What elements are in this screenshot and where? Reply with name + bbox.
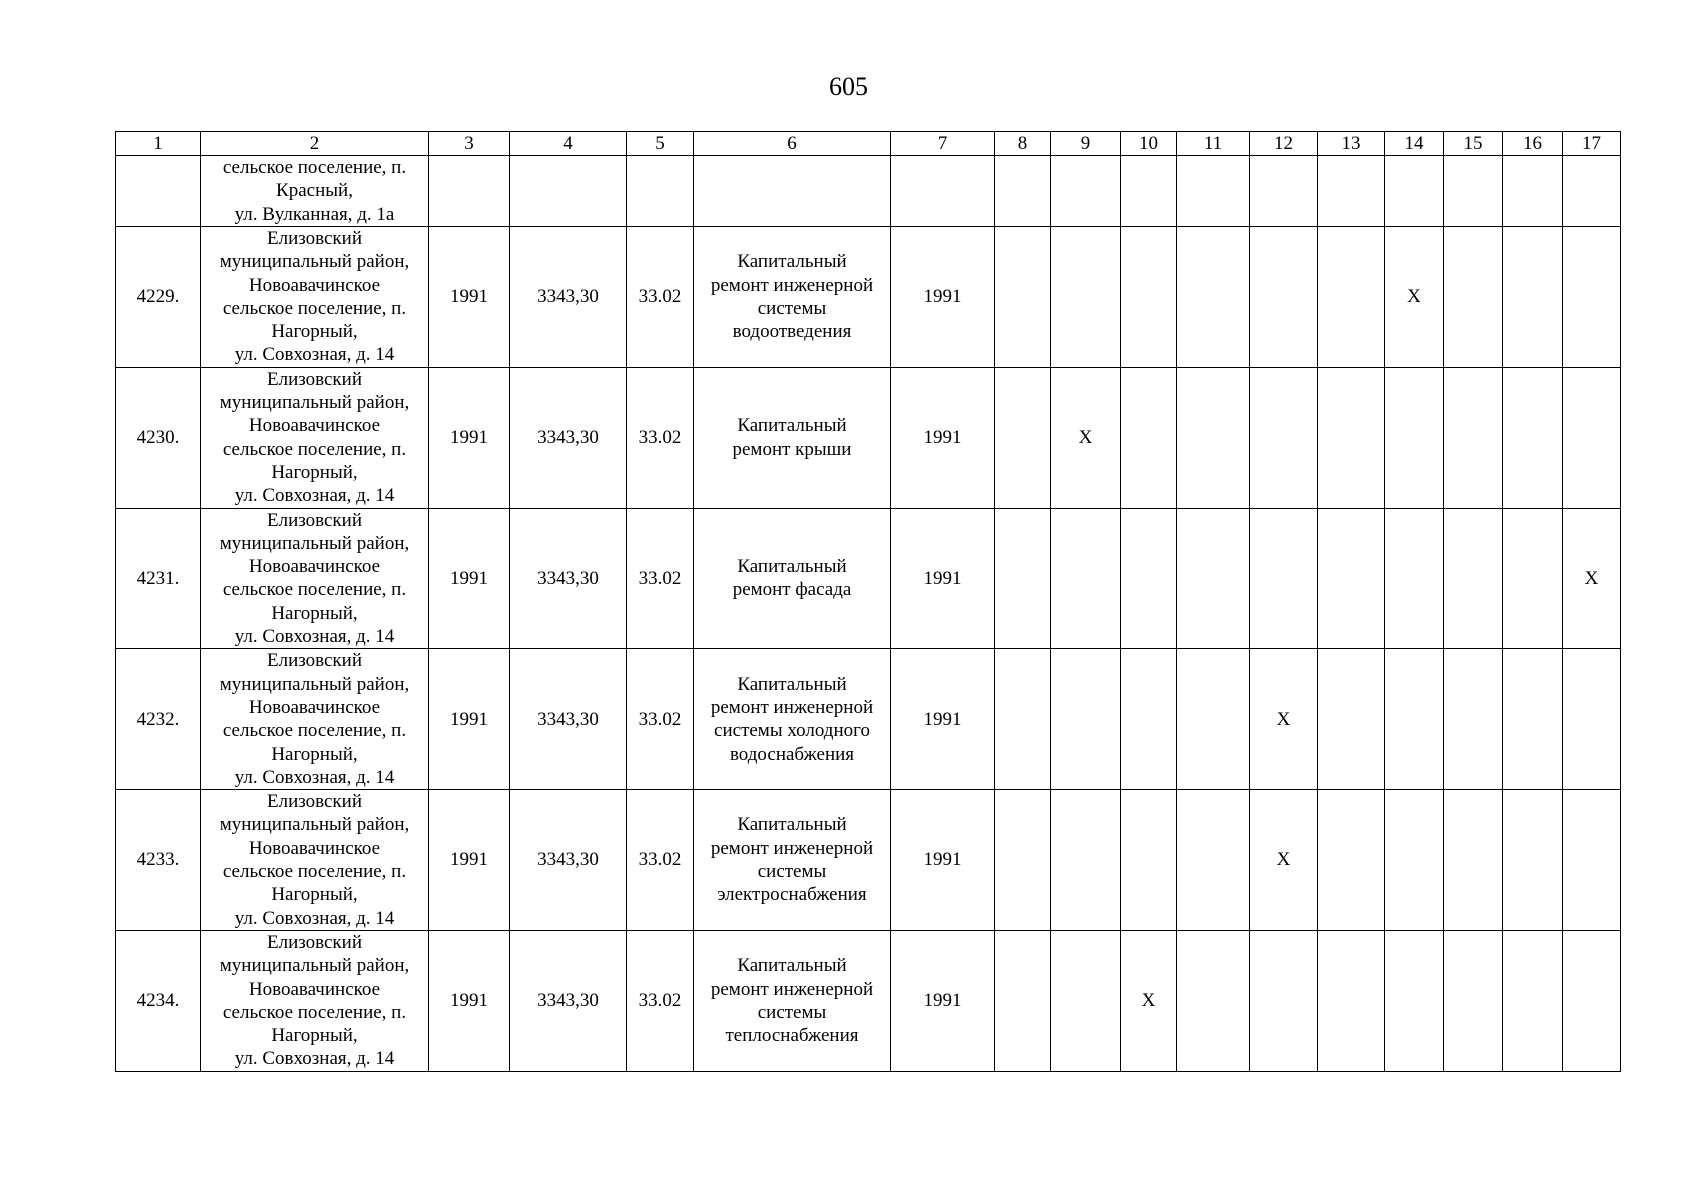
empty-cell — [1318, 156, 1385, 227]
column-header: 15 — [1444, 132, 1503, 156]
column-header: 10 — [1121, 132, 1177, 156]
address-line: Нагорный, — [271, 321, 358, 343]
empty-cell — [995, 367, 1051, 508]
empty-cell — [891, 156, 995, 227]
empty-cell — [1444, 508, 1503, 649]
mark-cell: X — [1250, 649, 1318, 790]
empty-cell — [995, 930, 1051, 1071]
address-line: Новоавачинское — [248, 274, 381, 296]
empty-cell — [1051, 649, 1121, 790]
address-cell — [201, 367, 429, 508]
area-cell: 3343,30 — [510, 367, 627, 508]
empty-cell — [1563, 649, 1621, 790]
column-number-row — [116, 132, 1621, 156]
empty-cell — [1318, 367, 1385, 508]
area-cell: 3343,30 — [510, 790, 627, 931]
empty-cell — [1121, 367, 1177, 508]
empty-cell — [995, 508, 1051, 649]
column-header: 1 — [116, 132, 201, 156]
work-type-cell — [694, 227, 891, 368]
empty-cell — [1503, 930, 1563, 1071]
address-line: ул. Совхозная, д. 14 — [234, 626, 395, 648]
empty-cell — [1503, 649, 1563, 790]
area-cell: 3343,30 — [510, 930, 627, 1071]
work-type-cell — [694, 930, 891, 1071]
address-line: сельское поселение, п. — [222, 720, 407, 742]
year-cell: 1991 — [891, 790, 995, 931]
code-cell: 33.02 — [627, 367, 694, 508]
mark-cell: X — [1121, 930, 1177, 1071]
empty-cell — [1385, 156, 1444, 227]
year-cell: 1991 — [891, 508, 995, 649]
area-cell: 3343,30 — [510, 649, 627, 790]
address-line: муниципальный район, — [219, 955, 410, 977]
empty-cell — [1385, 508, 1444, 649]
address-line: ул. Совхозная, д. 14 — [234, 344, 395, 366]
empty-cell — [1051, 508, 1121, 649]
address-line: ул. Совхозная, д. 14 — [234, 907, 395, 929]
year-cell: 1991 — [891, 227, 995, 368]
empty-cell — [1503, 227, 1563, 368]
address-line: Новоавачинское — [248, 978, 381, 1000]
empty-cell — [1177, 508, 1250, 649]
work-type-line: водоотведения — [732, 321, 852, 343]
empty-cell — [1444, 227, 1503, 368]
address-line: сельское поселение, п. — [222, 297, 407, 319]
empty-cell — [1250, 367, 1318, 508]
row-number-cell: 4229. — [116, 227, 201, 368]
mark-cell: X — [1385, 227, 1444, 368]
work-type-line: водоснабжения — [729, 743, 855, 765]
work-type-line: Капитальный — [737, 251, 847, 273]
page-number: 605 — [829, 72, 868, 101]
address-cell — [201, 790, 429, 931]
year-cell: 1991 — [891, 367, 995, 508]
address-line: Красный, — [276, 180, 353, 202]
empty-cell — [1051, 930, 1121, 1071]
empty-cell — [1318, 508, 1385, 649]
empty-cell — [1318, 649, 1385, 790]
empty-cell — [429, 156, 510, 227]
work-type-line: Капитальный — [737, 415, 847, 437]
empty-cell — [1444, 930, 1503, 1071]
empty-cell — [1121, 227, 1177, 368]
column-header: 7 — [891, 132, 995, 156]
empty-cell — [1318, 930, 1385, 1071]
work-type-line: теплоснабжения — [725, 1025, 859, 1047]
address-line: муниципальный район, — [219, 814, 410, 836]
column-header: 8 — [995, 132, 1051, 156]
empty-cell — [1250, 156, 1318, 227]
column-header: 14 — [1385, 132, 1444, 156]
address-line: Елизовский — [266, 931, 362, 953]
column-header: 5 — [627, 132, 694, 156]
row-number-cell: 4231. — [116, 508, 201, 649]
empty-cell — [1563, 790, 1621, 931]
year-built-cell: 1991 — [429, 930, 510, 1071]
empty-cell — [995, 790, 1051, 931]
work-type-line: ремонт крыши — [732, 438, 852, 460]
column-header: 3 — [429, 132, 510, 156]
work-type-line: Капитальный — [737, 955, 847, 977]
work-type-line: системы — [757, 861, 827, 883]
code-cell: 33.02 — [627, 227, 694, 368]
row-number-cell: 4233. — [116, 790, 201, 931]
work-type-line: Капитальный — [737, 673, 847, 695]
address-line: Нагорный, — [271, 602, 358, 624]
area-cell: 3343,30 — [510, 227, 627, 368]
address-line: Елизовский — [266, 791, 362, 813]
work-type-line: ремонт инженерной — [710, 837, 874, 859]
work-type-cell — [694, 508, 891, 649]
table-row-continuation — [116, 156, 1621, 227]
address-line: Новоавачинское — [248, 696, 381, 718]
empty-cell — [1385, 367, 1444, 508]
table-header — [116, 132, 1621, 156]
mark-cell: X — [1051, 367, 1121, 508]
table-row — [116, 790, 1621, 931]
table-row — [116, 649, 1621, 790]
column-header: 9 — [1051, 132, 1121, 156]
empty-cell — [1503, 156, 1563, 227]
code-cell: 33.02 — [627, 790, 694, 931]
column-header: 13 — [1318, 132, 1385, 156]
empty-cell — [116, 156, 201, 227]
work-type-cell — [694, 790, 891, 931]
empty-cell — [1444, 156, 1503, 227]
address-cell — [201, 156, 429, 227]
address-line: ул. Совхозная, д. 14 — [234, 1048, 395, 1070]
code-cell: 33.02 — [627, 508, 694, 649]
empty-cell — [627, 156, 694, 227]
address-line: Новоавачинское — [248, 415, 381, 437]
address-line: Елизовский — [266, 509, 362, 531]
column-header: 6 — [694, 132, 891, 156]
address-line: сельское поселение, п. — [222, 579, 407, 601]
work-type-cell — [694, 649, 891, 790]
capital-repair-table — [115, 131, 1621, 1072]
column-header: 16 — [1503, 132, 1563, 156]
empty-cell — [694, 156, 891, 227]
address-line: Елизовский — [266, 650, 362, 672]
empty-cell — [1444, 367, 1503, 508]
empty-cell — [1250, 227, 1318, 368]
year-cell: 1991 — [891, 930, 995, 1071]
work-type-line: системы — [757, 1001, 827, 1023]
address-line: сельское поселение, п. — [222, 1001, 407, 1023]
empty-cell — [1563, 227, 1621, 368]
empty-cell — [1503, 367, 1563, 508]
empty-cell — [1385, 790, 1444, 931]
code-cell: 33.02 — [627, 930, 694, 1071]
mark-cell: X — [1250, 790, 1318, 931]
address-cell — [201, 508, 429, 649]
empty-cell — [510, 156, 627, 227]
address-line: Новоавачинское — [248, 837, 381, 859]
year-built-cell: 1991 — [429, 227, 510, 368]
work-type-line: Капитальный — [737, 814, 847, 836]
table-row — [116, 227, 1621, 368]
empty-cell — [995, 649, 1051, 790]
work-type-line: ремонт инженерной — [710, 696, 874, 718]
mark-cell: X — [1563, 508, 1621, 649]
work-type-line: ремонт инженерной — [710, 274, 874, 296]
address-line: муниципальный район, — [219, 532, 410, 554]
address-cell — [201, 649, 429, 790]
address-line: ул. Вулканная, д. 1а — [234, 203, 395, 225]
address-line: Елизовский — [266, 228, 362, 249]
work-type-line: системы холодного — [714, 720, 870, 742]
empty-cell — [1121, 649, 1177, 790]
address-line: Нагорный, — [271, 461, 358, 483]
work-type-cell — [694, 367, 891, 508]
empty-cell — [1177, 227, 1250, 368]
address-line: сельское поселение, п. — [222, 438, 407, 460]
empty-cell — [1503, 790, 1563, 931]
area-cell: 3343,30 — [510, 508, 627, 649]
address-line: Нагорный, — [271, 1025, 358, 1047]
row-number-cell: 4230. — [116, 367, 201, 508]
address-line: Елизовский — [266, 368, 362, 390]
table-body — [116, 156, 1621, 1072]
address-line: сельское поселение, п. — [222, 861, 407, 883]
year-cell: 1991 — [891, 649, 995, 790]
empty-cell — [1385, 649, 1444, 790]
address-cell — [201, 930, 429, 1071]
empty-cell — [1250, 508, 1318, 649]
empty-cell — [1444, 790, 1503, 931]
empty-cell — [1563, 367, 1621, 508]
empty-cell — [1444, 649, 1503, 790]
empty-cell — [995, 156, 1051, 227]
work-type-line: ремонт фасада — [732, 579, 852, 601]
year-built-cell: 1991 — [429, 508, 510, 649]
code-cell: 33.02 — [627, 649, 694, 790]
column-header: 17 — [1563, 132, 1621, 156]
empty-cell — [1563, 930, 1621, 1071]
column-header: 12 — [1250, 132, 1318, 156]
table-row — [116, 367, 1621, 508]
empty-cell — [1177, 930, 1250, 1071]
address-line: муниципальный район, — [219, 673, 410, 695]
year-built-cell: 1991 — [429, 367, 510, 508]
empty-cell — [1051, 156, 1121, 227]
empty-cell — [1051, 790, 1121, 931]
work-type-line: электроснабжения — [717, 884, 867, 906]
table-row — [116, 508, 1621, 649]
address-line: ул. Совхозная, д. 14 — [234, 766, 395, 788]
empty-cell — [1051, 227, 1121, 368]
column-header: 11 — [1177, 132, 1250, 156]
address-line: Новоавачинское — [248, 556, 381, 578]
column-header: 4 — [510, 132, 627, 156]
empty-cell — [1503, 508, 1563, 649]
empty-cell — [1121, 508, 1177, 649]
empty-cell — [995, 227, 1051, 368]
empty-cell — [1177, 156, 1250, 227]
empty-cell — [1563, 156, 1621, 227]
empty-cell — [1318, 227, 1385, 368]
empty-cell — [1385, 930, 1444, 1071]
empty-cell — [1121, 790, 1177, 931]
year-built-cell: 1991 — [429, 649, 510, 790]
work-type-line: ремонт инженерной — [710, 978, 874, 1000]
address-line: муниципальный район, — [219, 251, 410, 273]
address-line: муниципальный район, — [219, 392, 410, 414]
work-type-line: Капитальный — [737, 556, 847, 578]
year-built-cell: 1991 — [429, 790, 510, 931]
column-header: 2 — [201, 132, 429, 156]
empty-cell — [1318, 790, 1385, 931]
empty-cell — [1177, 790, 1250, 931]
address-line: Нагорный, — [271, 743, 358, 765]
row-number-cell: 4234. — [116, 930, 201, 1071]
address-line: Нагорный, — [271, 884, 358, 906]
work-type-line: системы — [757, 297, 827, 319]
address-line: ул. Совхозная, д. 14 — [234, 485, 395, 507]
row-number-cell: 4232. — [116, 649, 201, 790]
address-line: сельское поселение, п. — [222, 157, 407, 179]
address-cell — [201, 227, 429, 368]
empty-cell — [1121, 156, 1177, 227]
empty-cell — [1177, 649, 1250, 790]
empty-cell — [1250, 930, 1318, 1071]
empty-cell — [1177, 367, 1250, 508]
table-row — [116, 930, 1621, 1071]
